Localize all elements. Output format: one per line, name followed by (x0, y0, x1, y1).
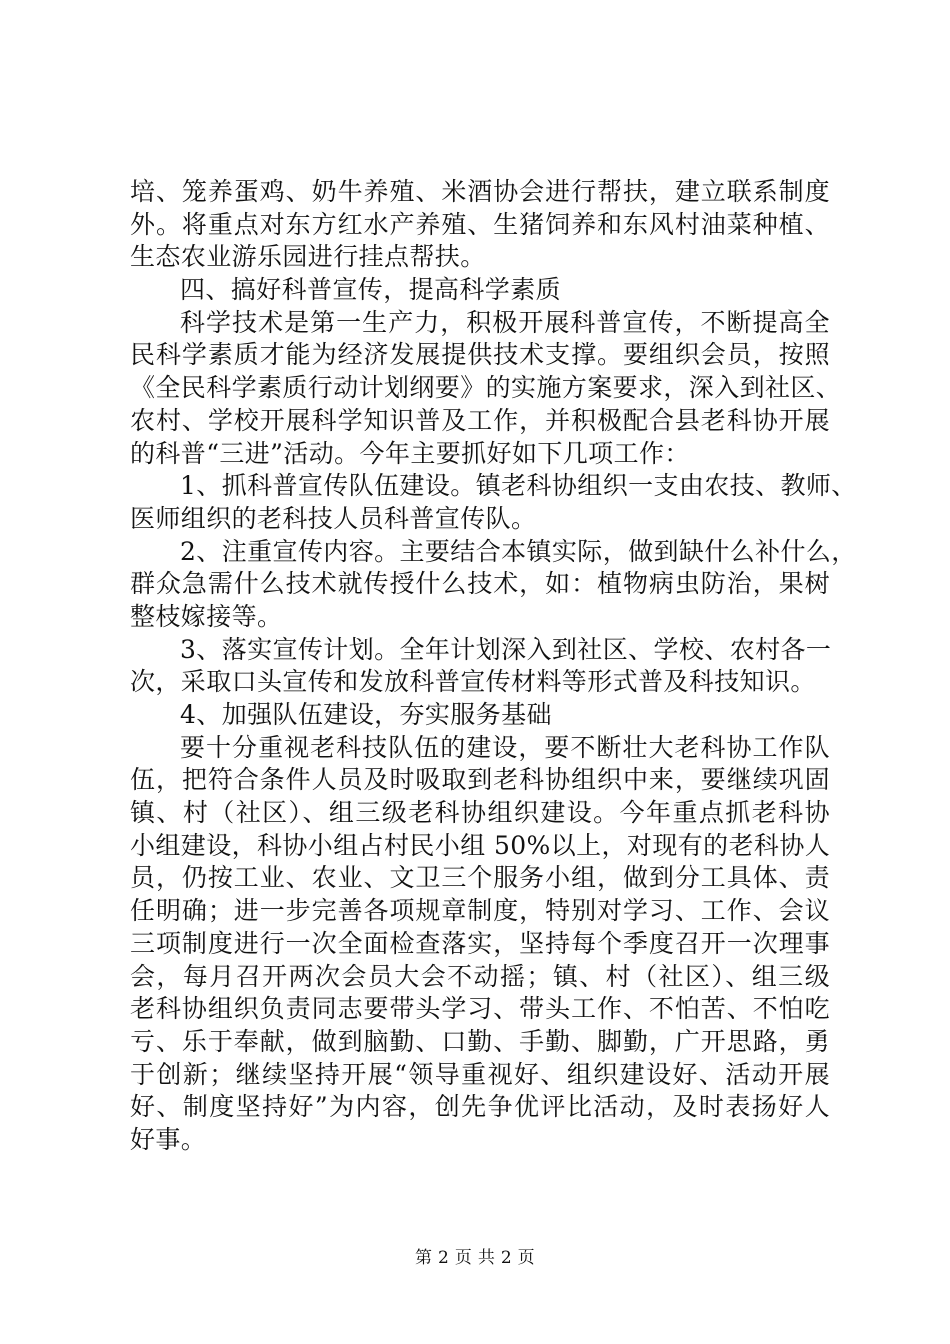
text-line: 亏、乐于奉献，做到脑勤、口勤、手勤、脚勤，广开思路，勇 (130, 1026, 830, 1056)
text-line: 三项制度进行一次全面检查落实，坚持每个季度召开一次理事 (130, 928, 830, 958)
text-line: 4、加强队伍建设，夯实服务基础 (180, 700, 552, 729)
text-line: 生态农业游乐园进行挂点帮扶。 (130, 242, 486, 272)
text-line: 的科普“三进”活动。今年主要抓好如下几项工作： (130, 438, 690, 468)
text-line: 3、落实宣传计划。全年计划深入到社区、学校、农村各一 (180, 634, 832, 664)
text-line: 民科学素质才能为经济发展提供技术支撑。要组织会员，按照 (130, 340, 830, 370)
text-line: 老科协组织负责同志要带头学习、带头工作、不怕苦、不怕吃 (130, 994, 830, 1024)
text-line: 好事。 (130, 1124, 207, 1154)
text-line: 任明确；进一步完善各项规章制度，特别对学习、工作、会议 (130, 896, 830, 926)
text-line: 会，每月召开两次会员大会不动摇；镇、村（社区）、组三级 (130, 961, 830, 991)
text-line: 2、注重宣传内容。主要结合本镇实际，做到缺什么补什么， (180, 536, 857, 566)
text-line: 要十分重视老科技队伍的建设，要不断壮大老科协工作队 (180, 732, 830, 762)
text-line: 四、搞好科普宣传，提高科学素质 (180, 275, 562, 305)
text-line: 医师组织的老科技人员科普宣传队。 (130, 503, 537, 533)
page-footer (0, 1243, 950, 1268)
text-line: 小组建设，科协小组占村民小组 50%以上，对现有的老科协人 (130, 830, 831, 860)
document-body (130, 176, 857, 1157)
text-line: 培、笼养蛋鸡、奶牛养殖、米酒协会进行帮扶，建立联系制度 (130, 177, 830, 206)
text-line: 员，仍按工业、农业、文卫三个服务小组，做到分工具体、责 (130, 863, 830, 893)
text-line: 伍，把符合条件人员及时吸取到老科协组织中来，要继续巩固 (130, 765, 830, 795)
text-line: 次，采取口头宣传和发放科普宣传材料等形式普及科技知识。 (130, 667, 816, 697)
text-line: 好、制度坚持好”为内容，创先争优评比活动，及时表扬好人 (130, 1092, 830, 1122)
text-line: 外。将重点对东方红水产养殖、生猪饲养和东风村油菜种植、 (130, 209, 830, 239)
text-line: 群众急需什么技术就传授什么技术，如：植物病虫防治，果树 (130, 569, 830, 599)
text-line: 镇、村（社区）、组三级老科协组织建设。今年重点抓老科协 (130, 798, 830, 828)
text-line: 科学技术是第一生产力，积极开展科普宣传，不断提高全 (180, 307, 830, 337)
text-line: 农村、学校开展科学知识普及工作，并积极配合县老科协开展 (130, 405, 830, 435)
text-line: 1、抓科普宣传队伍建设。镇老科协组织一支由农技、教师、 (180, 471, 857, 501)
text-line: 《全民科学素质行动计划纲要》的实施方案要求，深入到社区、 (130, 373, 842, 403)
text-line: 整枝嫁接等。 (130, 601, 283, 631)
page-number-label: 第 2 页 共 2 页 (415, 1248, 535, 1268)
text-line: 于创新；继续坚持开展“领导重视好、组织建设好、活动开展 (130, 1059, 830, 1089)
